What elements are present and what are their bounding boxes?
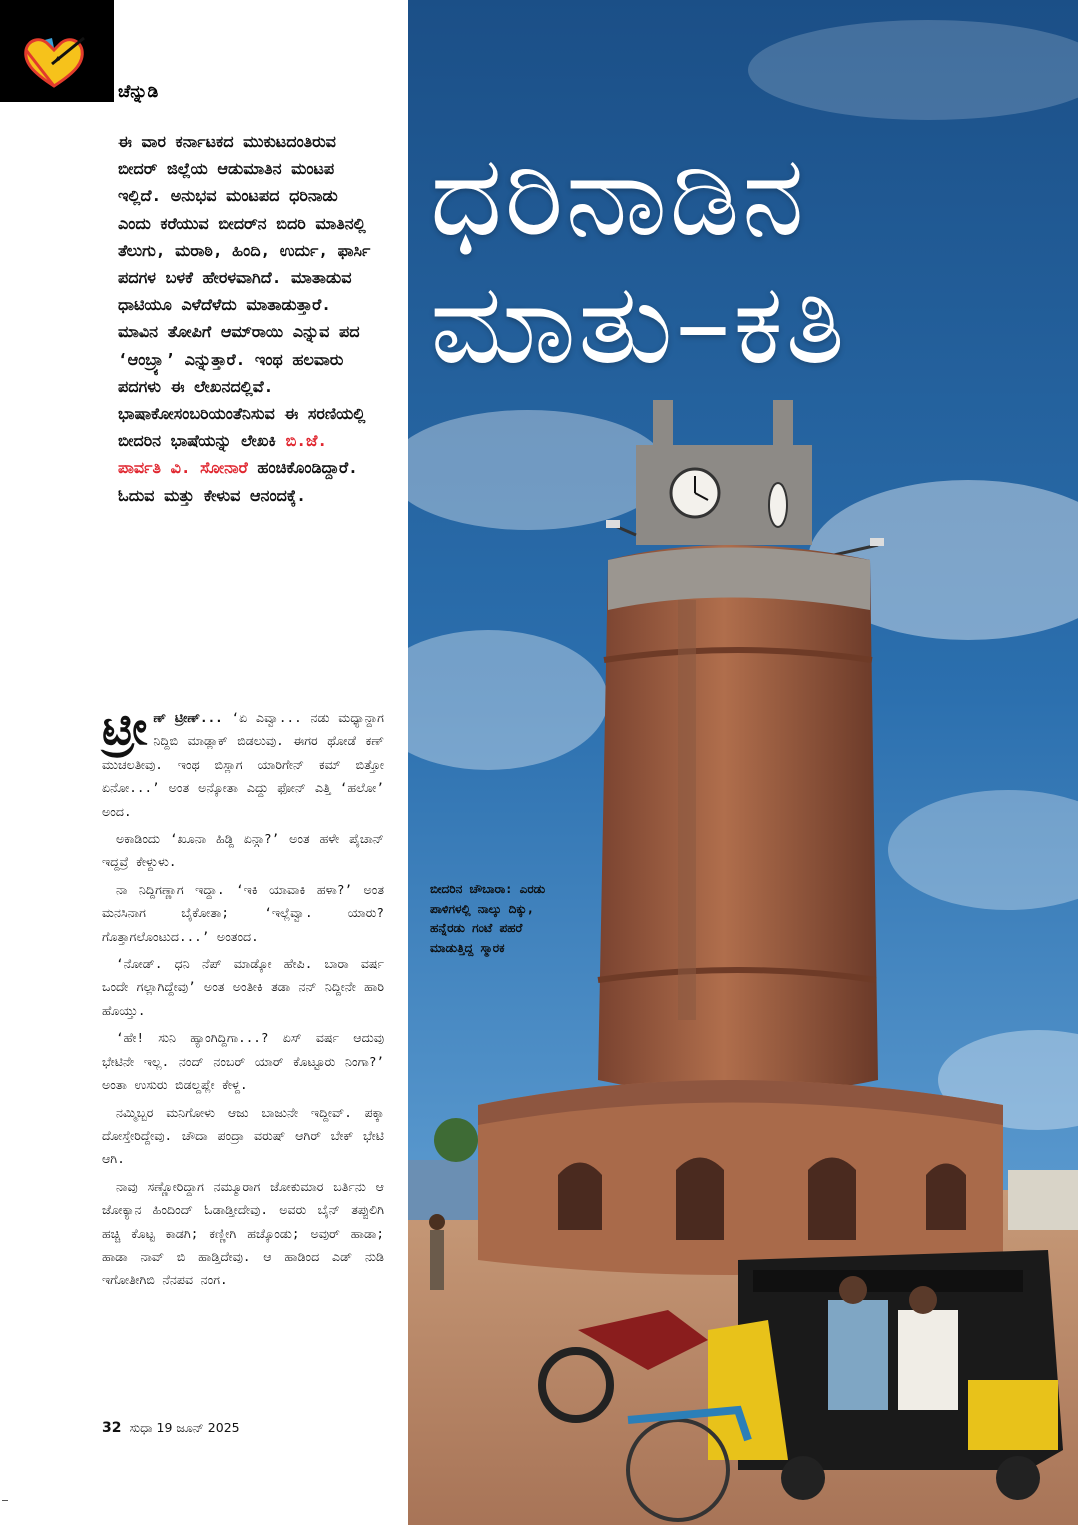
first-line: ಣ್ ಟ್ರೀಣ್... xyxy=(153,710,223,725)
crop-mark xyxy=(2,1500,8,1501)
magazine-date: ಸುಧಾ 19 ಜೂನ್ 2025 xyxy=(129,1420,240,1435)
heart-pen-logo-icon xyxy=(22,34,86,88)
paragraph: ‘ಏ ಎವ್ವಾ... ನಡು ಮಧ್ಯಾನ್ದಾಗ ನಿದ್ದಿಬಿ ಮಾಡ್ಲಾಕ್ ಬಿಡಲುವು. ಈಗರ ಥೋಡೆ ಕಣ್ ಮುಚಲತೀವು. ಇಂಥ ಬಿಸ್ಲಾಗ ಯಾರಿಗೇನ್ ಕಮ್ ಬಿತ್ತೋ ಏನೋ...’ ಅಂತ ಅನ್ಕೋತಾ ಎದ್ದು ಫೋನ್ ಎತ್ತಿ ‘ಹಲೋ’ ಅಂದ. xyxy=(102,710,384,819)
photo-caption: ಬೀದರಿನ ಚೌಬಾರಾ: ಎರಡು ಪಾಳಿಗಳಲ್ಲಿ ನಾಲ್ಕು ದಿಕ್ಕು, ಹನ್ನೆರಡು ಗಂಟೆ ಪಹರೆ ಮಾಡುತ್ತಿದ್ದ ಸ್ಮಾರಕ xyxy=(430,882,546,955)
section-name: ಚೆನ್ನುಡಿ xyxy=(118,82,159,102)
page-footer xyxy=(102,1420,240,1436)
paragraph: ‘ನೋಡ್. ಧನಿ ನೆಪ್ ಮಾಡ್ಕೋ ಹೇಪಿ. ಬಾರಾ ವರ್ಷ ಒಂದೇ ಗಲ್ಲಾಗಿದ್ದೇವು’ ಅಂತ ಅಂತೀಕಿ ತಡಾ ನನ್ ನಿದ್ದೀನೇ ಹಾರಿ ಹೊಯ್ತು. xyxy=(102,956,384,1018)
article-opening xyxy=(102,701,384,823)
paragraph: ನಾವು ಸಣ್ಣೋರಿದ್ದಾಗ ನಮ್ಮೂರಾಗ ಜೋಕುಮಾರ ಬರ್ತಿನು ಆ ಜೋಕ್ಯಾನ ಹಿಂದಿಂದ್ ಓಡಾಡ್ತೀದೇವು. ಅವರು ಬೈನ್ ತಪ್ಪುಲಿಗಿ ಹಚ್ಚಿ ಕೊಟ್ಟ ಕಾಡಗಿ; ಕಣ್ಣೀಗಿ ಹಚ್ಕೊಂಡು; ಅವುರ್ ಹಾಡಾ; ಹಾಡಾ ನಾವ್ ಬಿ ಹಾಡ್ತಿದೇವು. ಆ ಹಾಡಿಂದ ಎಡ್ ನುಡಿ ಇಗೋತೀಗಿಬಿ ನೆನಪವ ನಂಗ. xyxy=(102,1178,384,1288)
paragraph: ಅಕಾಡಿಂದು ‘ಖೂನಾ ಹಿಡ್ದಿ ಏನ್ಗಾ?’ ಅಂತ ಹಳೇ ಪೈಚಾನ್ ಇದ್ದವ್ರೆ ಕೇಳ್ದುಳು. xyxy=(102,831,384,870)
headline-line-1: ಧರಿನಾಡಿನ xyxy=(430,131,807,261)
headline-line-2: ಮಾತು–ಕತಿ xyxy=(430,259,847,389)
intro-paragraph xyxy=(118,128,378,509)
intro-text: ಈ ವಾರ ಕರ್ನಾಟಕದ ಮುಕುಟದಂತಿರುವ ಬೀದರ್ ಜಿಲ್ಲೆಯ ಆಡುಮಾತಿನ ಮಂಟಪ ಇಲ್ಲಿದೆ. ಅನುಭವ ಮಂಟಪದ ಧರಿನಾಡು ಎಂದು ಕರೆಯುವ ಬೀದರ್‌ನ ಬಿದರಿ ಮಾತಿನಲ್ಲಿ ತೆಲುಗು, ಮರಾಠಿ, ಹಿಂದಿ, ಉರ್ದು, ಫಾರ್ಸಿ ಪದಗಳ ಬಳಕೆ ಹೇರಳವಾಗಿದೆ. ಮಾತಾಡುವ ಧಾಟಿಯೂ ಎಳೆದೆಳೆದು ಮಾತಾಡುತ್ತಾರೆ. ಮಾವಿನ ತೋಪಿಗೆ ಆಮ್‌ರಾಯಿ ಎನ್ನುವ ಪದ ‘ಆಂಬ್ರ್ಯಾ’ ಎನ್ನುತ್ತಾರೆ. ಇಂಥ ಹಲವಾರು ಪದಗಳು ಈ ಲೇಖನದಲ್ಲಿವೆ. ಭಾಷಾಕೋಸಂಬರಿಯಂತೆನಿಸುವ ಈ ಸರಣಿಯಲ್ಲಿ ಬೀದರಿನ ಭಾಷೆಯನ್ನು ಲೇಖಕಿ xyxy=(118,132,371,451)
headline xyxy=(430,132,1050,388)
section-logo-block xyxy=(0,0,114,102)
paragraph: ನಮ್ಮಿಬ್ಬರ ಮನಿಗೋಳು ಆಜು ಬಾಜುನೇ ಇದ್ದೀವ್. ಪಕ್ಕಾ ದೋಸ್ತೇರಿದ್ದೇವು. ಚೌದಾ ಪಂದ್ರಾ ವರುಷ್ ಆಗಿರ್ ಬೇಕ್ ಭೇಟಿ ಆಗಿ. xyxy=(102,1104,384,1167)
paragraph: ‘ಹೇ! ಸುನಿ ಹ್ಯಾಂಗಿದ್ದಿಗಾ...? ಏಸ್ ವರ್ಷ ಆದುವು ಭೇಟಿನೇ ಇಲ್ಲ. ನಂದ್ ನಂಬರ್ ಯಾರ್ ಕೊಟ್ಟೂರು ನಿಂಗಾ?’ ಅಂತಾ ಉಸುರು ಬಿಡಲ್ದಪ್ಲೇ ಕೇಳ್ದ. xyxy=(102,1030,384,1093)
author-name: ಬಿ.ಜೆ. ಪಾರ್ವತಿ ವಿ. ಸೋನಾರೆ xyxy=(118,431,327,478)
article-body xyxy=(102,701,384,1296)
page-number: 32 xyxy=(102,1420,122,1436)
paragraph: ನಾ ನಿದ್ದಿಗಣ್ಣಾಗ ಇದ್ದಾ. ‘ಇಕಿ ಯಾವಾಕಿ ಹಳಾ?’ ಅಂತ ಮನಸಿನಾಗ ಬೈಕೋತಾ; ‘ಇಲ್ಲೆವ್ವಾ. ಯಾರು? ಗೊತ್ತಾಗಲೊಂಟುದ...’ ಅಂತಂದ. xyxy=(102,881,384,944)
intro-text-end: ಹಂಚಿಕೊಂಡಿದ್ದಾರೆ. ಓದುವ ಮತ್ತು ಕೇಳುವ ಆನಂದಕ್ಕೆ. xyxy=(118,458,358,505)
dropcap: ಟ್ರೀ xyxy=(102,701,148,755)
